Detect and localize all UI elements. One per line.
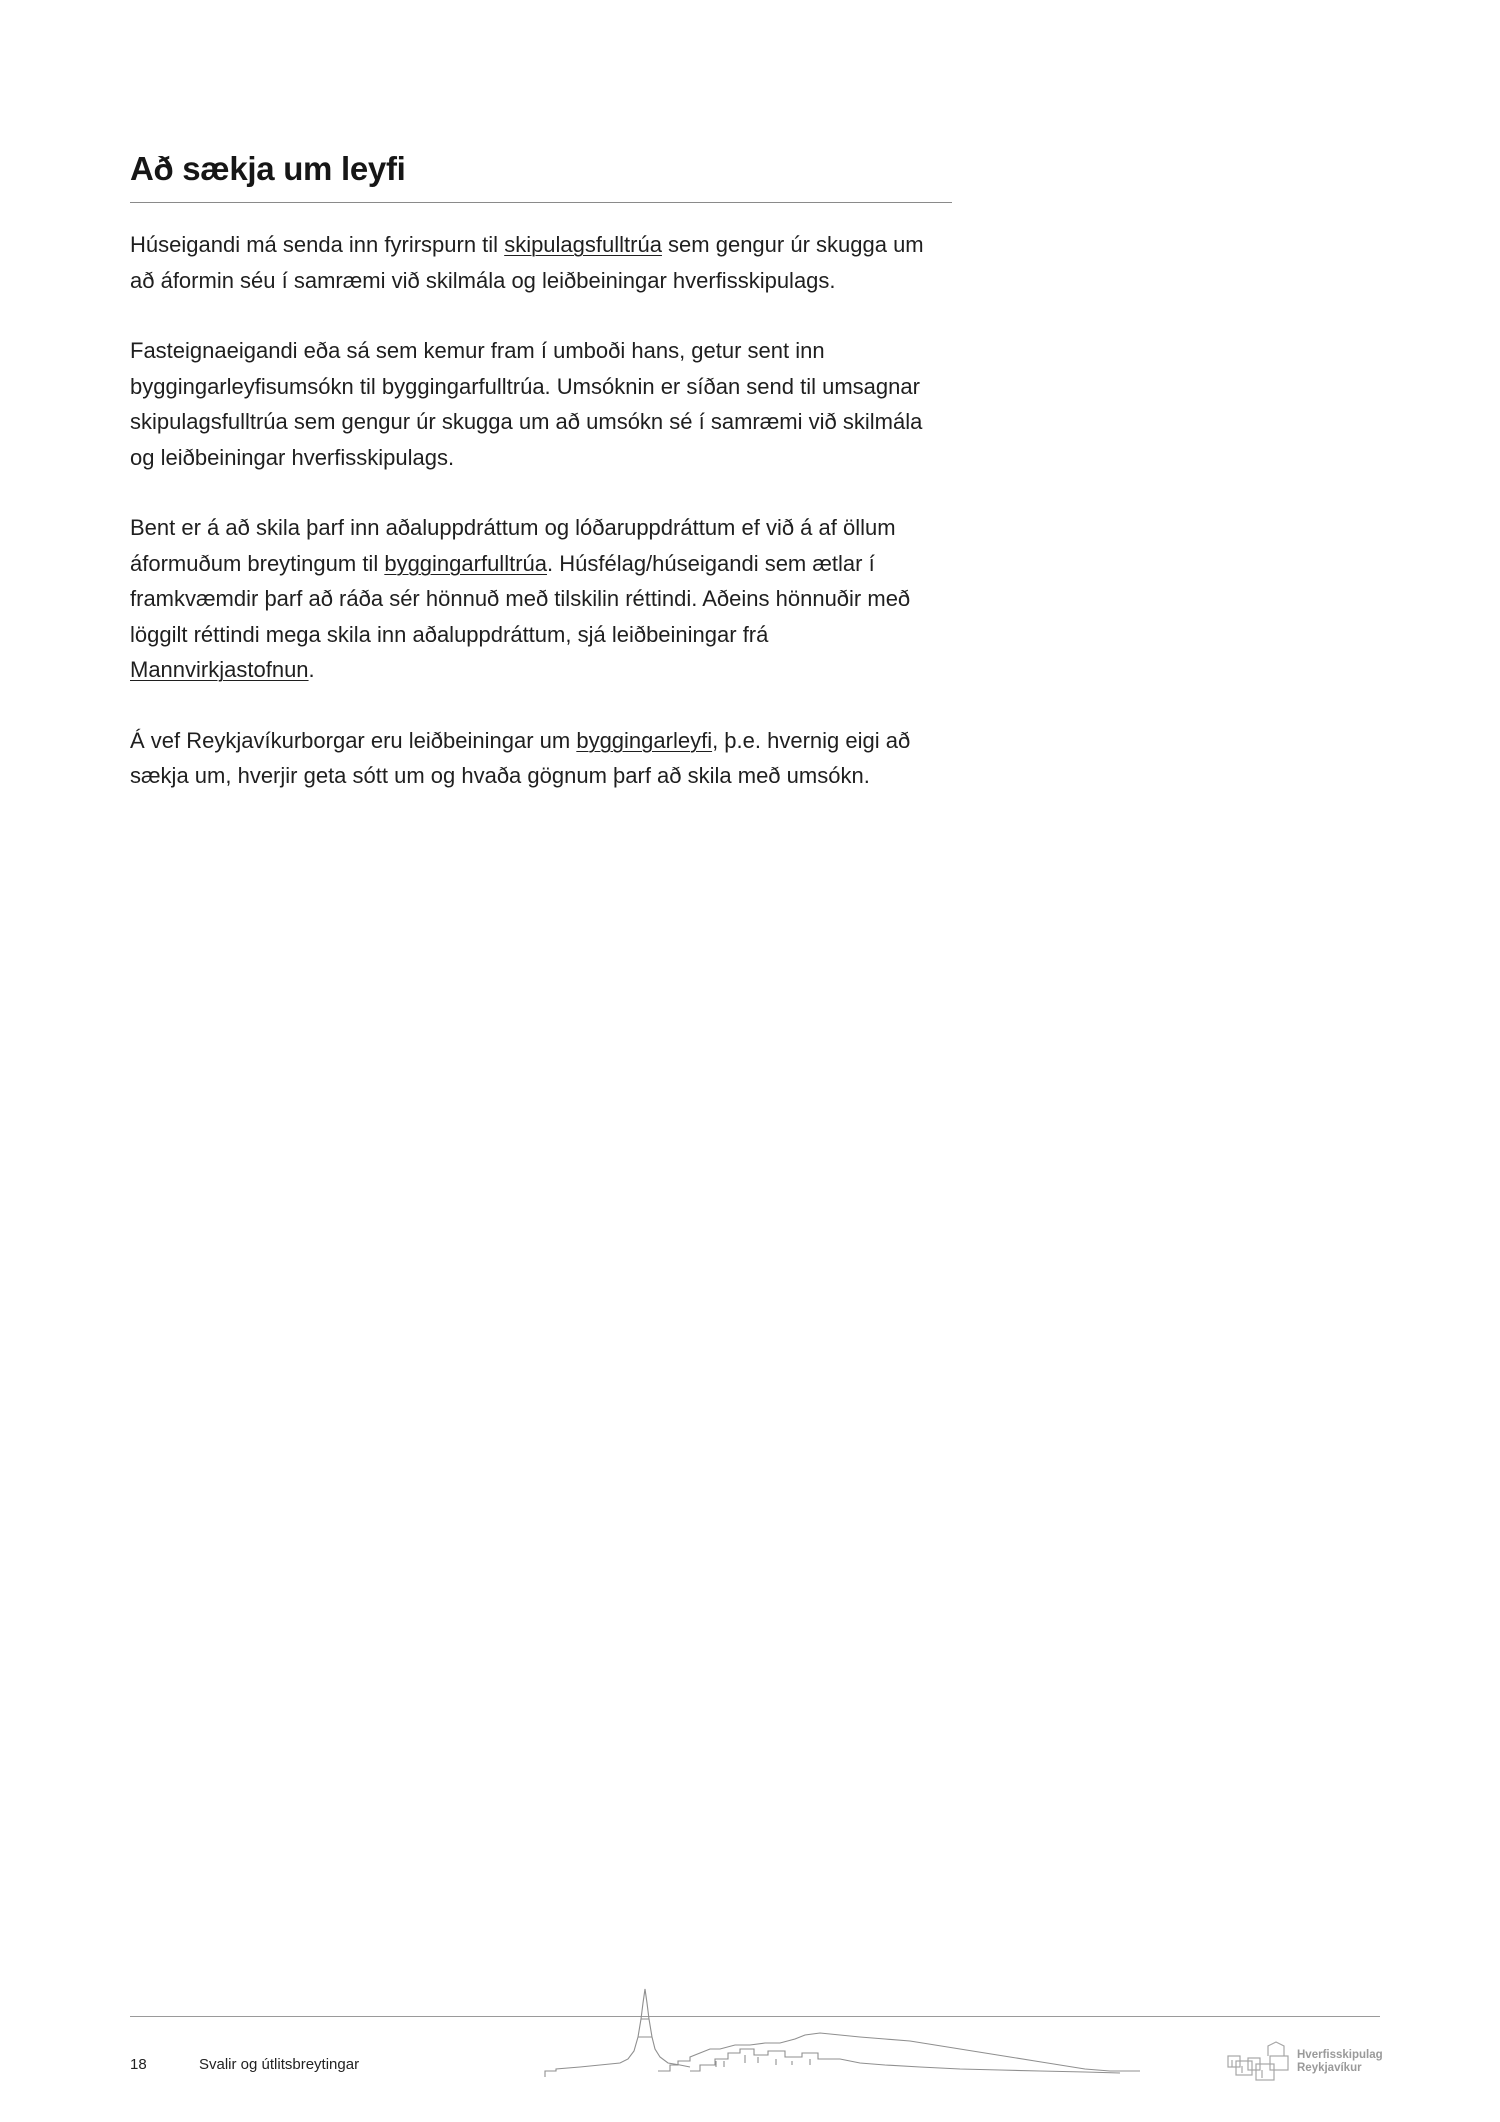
reykjavik-skyline-illustration (540, 1985, 1165, 2085)
paragraph-website: Á vef Reykjavíkurborgar eru leiðbeiningar um byggingarleyfi, þ.e. hvernig eigi að sækja um, hverjir geta sótt um og hvaða gögnum þarf að skila með umsókn. (130, 727, 911, 788)
link-skipulagsfulltrua[interactable]: skipulagsfulltrúa (504, 232, 662, 257)
hverfisskipulag-logo-mark (1226, 2040, 1296, 2084)
link-byggingarleyfi[interactable]: byggingarleyfi (576, 727, 713, 753)
paragraph-drawings: Bent er á að skila þarf inn aðaluppdráttum og lóðaruppdráttum ef við á af öllum áformuðum breytingum til byggingarfulltrúa. Húsfélag/húseigandi sem ætlar í framkvæmdir þarf að ráða sér hönnuð með tilskilin réttindi. Aðeins hönnuðir með löggilt réttindi mega skila inn aðaluppdráttum, sjá leiðbeiningar frá Mannvirkjastofnun. (130, 515, 911, 682)
paragraph-application: Fasteignaeigandi eða sá sem kemur fram í umboði hans, getur sent inn byggingarleyfisumsókn til byggingarfulltrúa. Umsóknin er síðan send til umsagnar skipulagsfulltrúa sem gengur úr skugga um að umsókn sé í samræmi við skilmála og leiðbeiningar hverfisskipulags. (130, 338, 923, 470)
paragraph-inquiry: Húseigandi má senda inn fyrirspurn til skipulagsfulltrúa sem gengur úr skugga um að áformin séu í samræmi við skilmála og leiðbeiningar hverfisskipulags. (130, 232, 924, 293)
page-content (130, 150, 952, 794)
publisher-logo-text: Hverfisskipulag Reykjavíkur (1297, 2049, 1383, 2074)
link-mannvirkjastofnun[interactable]: Mannvirkjastofnun (130, 657, 309, 682)
page-number: 18 (130, 2056, 147, 2073)
page-heading: Að sækja um leyfi (130, 150, 952, 203)
footer-document-title: Svalir og útlitsbreytingar (199, 2056, 360, 2073)
link-byggingarfulltrua[interactable]: byggingarfulltrúa (384, 550, 547, 576)
